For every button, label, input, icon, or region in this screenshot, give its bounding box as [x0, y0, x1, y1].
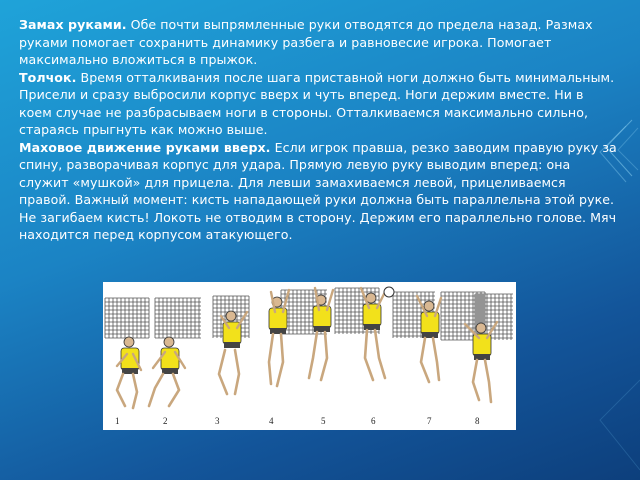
heading-arm-upswing: Маховое движение руками вверх. [19, 139, 271, 155]
paragraph-arm-swing [19, 16, 619, 69]
heading-takeoff: Толчок. [19, 69, 77, 85]
frame-number: 4 [269, 416, 274, 426]
player-figure [269, 290, 289, 386]
attack-sequence-illustration [103, 282, 516, 430]
frame-number: 7 [427, 416, 432, 426]
player-figure [361, 288, 385, 380]
body-takeoff: Время отталкивания после шага приставной ноги должно быть минимальным. Присели и сразу выбросили корпус вверх и чуть вперед. Ноги держим вместе. Ни в коем случае не разбрасываем ноги в стороны. Отталкиваемся максимально сильно, стараясь прыгнуть как можно выше. [19, 69, 615, 137]
paragraph-takeoff [19, 69, 619, 139]
net-grid [155, 298, 201, 338]
frame-number: 8 [475, 416, 480, 426]
body-arm-upswing: Если игрок правша, резко заводим правую руку за спину, разворачивая корпус для удара. Прямую левую руку выводим вперед: она служит «мушкой» для прицела. Для левши замахиваемся левой, прицеливаемся правой. Важный момент: кисть нападающей руки должна быть параллельна этой руке. Не загибаем кисть! Локоть не отводим в сторону. Держим его параллельно голове. Мяч находится перед корпусом атакующего. [19, 139, 617, 242]
net-grid [441, 292, 485, 340]
player-figure [149, 337, 185, 406]
frame-number: 1 [115, 416, 120, 426]
frame-number: 2 [163, 416, 168, 426]
player-figure [117, 337, 141, 408]
frame-number: 3 [215, 416, 220, 426]
technique-description [19, 16, 619, 244]
frame-number: 5 [321, 416, 326, 426]
attack-sequence-drawing [103, 282, 516, 430]
body-arm-swing: Обе почти выпрямленные руки отводятся до предела назад. Размах руками помогает сохранить динамику разбега и равновесие игрока. Помогает максимально вложиться в прыжок. [19, 17, 593, 67]
net-grid [105, 298, 149, 338]
frame-number: 6 [371, 416, 376, 426]
paragraph-arm-upswing [19, 139, 619, 244]
heading-arm-swing: Замах руками. [19, 17, 127, 32]
volleyball [384, 287, 394, 297]
player-figure [219, 311, 247, 394]
